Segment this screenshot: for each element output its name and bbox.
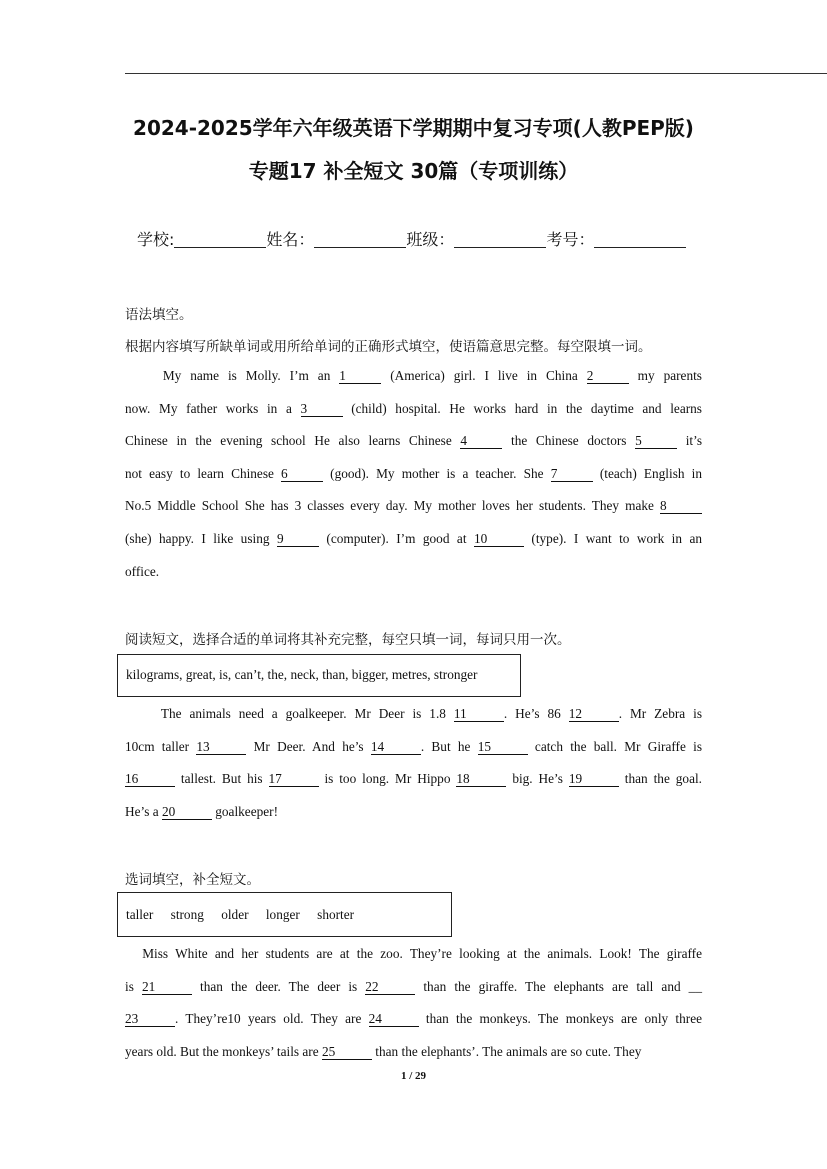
passage-text: (child) hospital. He works hard in the daytime and learns — [342, 400, 702, 416]
name-field[interactable] — [314, 231, 406, 248]
answer-blank[interactable]: 4 — [460, 434, 502, 449]
section1-heading: 语法填空。 — [125, 307, 193, 323]
document-subtitle: 专题17 补全短文 30篇（专项训练） — [248, 159, 579, 183]
passage-text: . He’s 86 — [503, 706, 569, 721]
answer-blank[interactable]: 9 — [277, 532, 319, 547]
passage-text: . But he — [420, 738, 478, 754]
answer-blank[interactable]: 25 — [322, 1045, 372, 1060]
section2-word-box: kilograms, great, is, can’t, the, neck, than, bigger, metres, stronger — [117, 654, 521, 697]
section1-instruction: 根据内容填写所缺单词或用所给单词的正确形式填空，使语篇意思完整。每空限填一词。 — [125, 339, 652, 355]
passage-line — [125, 971, 702, 1004]
passage-text: than the deer. The deer is — [191, 978, 366, 994]
answer-blank[interactable]: 21 — [142, 980, 192, 995]
document-title: 2024-2025学年六年级英语下学期期中复习专项(人教PEP版) — [133, 116, 694, 140]
passage-line — [125, 523, 702, 556]
answer-blank[interactable]: 18 — [456, 772, 506, 787]
passage-text: than the goal. — [618, 771, 702, 787]
passage-text: The animals need a goalkeeper. Mr Deer is 1.8 — [125, 706, 454, 721]
answer-blank[interactable]: 3 — [301, 402, 343, 417]
answer-blank[interactable]: 2 — [587, 369, 629, 384]
passage-text: tallest. But his — [175, 771, 269, 787]
answer-blank[interactable]: 7 — [551, 467, 593, 482]
passage-text: big. He’s — [506, 771, 569, 787]
passage-text: . Mr Zebra is — [618, 706, 703, 721]
section1-passage — [125, 360, 702, 588]
passage-text: My name is Molly. I’m an — [125, 368, 340, 383]
answer-blank[interactable]: 20 — [162, 805, 212, 820]
passage-text: my parents — [628, 368, 702, 383]
answer-blank[interactable]: 22 — [365, 980, 415, 995]
passage-line — [125, 796, 702, 829]
passage-line — [125, 1036, 702, 1069]
passage-text: catch the ball. Mr Giraffe is — [527, 738, 702, 754]
class-label: 班级： — [406, 230, 455, 249]
passage-line — [125, 938, 702, 971]
answer-blank[interactable]: 14 — [371, 740, 421, 755]
passage-line — [125, 360, 702, 393]
passage-text: is — [125, 978, 142, 994]
passage-text: Mr Deer. And he’s — [246, 738, 371, 754]
answer-blank[interactable]: 13 — [196, 740, 246, 755]
passage-text: goalkeeper! — [211, 803, 279, 819]
passage-line — [125, 763, 702, 796]
answer-blank[interactable]: 8 — [660, 499, 702, 514]
passage-text: He’s a — [125, 803, 162, 819]
answer-blank[interactable]: 23 — [125, 1012, 175, 1027]
passage-text: than the elephants’. The animals are so cute. They — [371, 1043, 642, 1059]
passage-text: than the monkeys. The monkeys are only three — [418, 1011, 702, 1027]
passage-text: (computer). I’m good at — [318, 530, 474, 546]
answer-blank[interactable]: 17 — [269, 772, 319, 787]
passage-text: the Chinese doctors — [502, 433, 636, 449]
passage-text: now. My father works in a — [125, 400, 301, 416]
passage-text: 10cm taller — [125, 738, 197, 754]
passage-text: No.5 Middle School She has 3 classes every day. My mother loves her students. They make — [125, 498, 660, 514]
answer-blank[interactable]: 5 — [635, 434, 677, 449]
passage-text: (teach) English in — [592, 465, 702, 481]
exam-no-label: 考号： — [546, 230, 595, 249]
school-label: 学校: — [137, 230, 175, 249]
passage-text: than the giraffe. The elephants are tall and __ — [415, 978, 702, 994]
passage-line — [125, 490, 702, 523]
passage-text: (America) girl. I live in China — [381, 368, 587, 383]
passage-text: (she) happy. I like using — [125, 530, 277, 546]
section2-heading: 阅读短文，选择合适的单词将其补充完整，每空只填一词，每词只用一次。 — [125, 632, 571, 648]
answer-blank[interactable]: 19 — [569, 772, 619, 787]
passage-line — [125, 556, 702, 589]
section3-passage — [125, 938, 702, 1068]
answer-blank[interactable]: 1 — [339, 369, 381, 384]
passage-text: it’s — [677, 433, 702, 449]
answer-blank[interactable]: 6 — [281, 467, 323, 482]
section3-heading: 选词填空，补全短文。 — [125, 872, 260, 888]
passage-text: (type). I want to work in an — [523, 530, 702, 546]
passage-line — [125, 731, 702, 764]
page-number: 1 / 29 — [400, 1070, 427, 1082]
answer-blank[interactable]: 10 — [474, 532, 524, 547]
passage-text: not easy to learn Chinese — [125, 465, 282, 481]
name-label: 姓名： — [266, 230, 315, 249]
section2-passage — [125, 698, 702, 828]
class-field[interactable] — [454, 231, 546, 248]
passage-line — [125, 393, 702, 426]
answer-blank[interactable]: 11 — [454, 707, 504, 722]
passage-text: is too long. Mr Hippo — [318, 771, 457, 787]
passage-line — [125, 425, 702, 458]
answer-blank[interactable]: 15 — [478, 740, 528, 755]
passage-text: office. — [125, 563, 160, 579]
passage-text: . They’re10 years old. They are — [175, 1011, 369, 1027]
passage-text: Chinese in the evening school He also learns Chinese — [125, 433, 461, 449]
student-info-row — [137, 227, 686, 250]
passage-line — [125, 458, 702, 491]
section3-word-box: taller strong older longer shorter — [117, 892, 452, 937]
passage-text: (good). My mother is a teacher. She — [323, 465, 551, 481]
answer-blank[interactable]: 16 — [125, 772, 175, 787]
header-rule — [125, 73, 827, 74]
answer-blank[interactable]: 24 — [369, 1012, 419, 1027]
passage-line — [125, 698, 702, 731]
answer-blank[interactable]: 12 — [569, 707, 619, 722]
passage-text: Miss White and her students are at the zoo. They’re looking at the animals. Look! The giraffe — [125, 946, 702, 961]
passage-line — [125, 1003, 702, 1036]
school-field[interactable] — [174, 231, 266, 248]
exam-no-field[interactable] — [594, 231, 686, 248]
passage-text: years old. But the monkeys’ tails are — [125, 1043, 322, 1059]
